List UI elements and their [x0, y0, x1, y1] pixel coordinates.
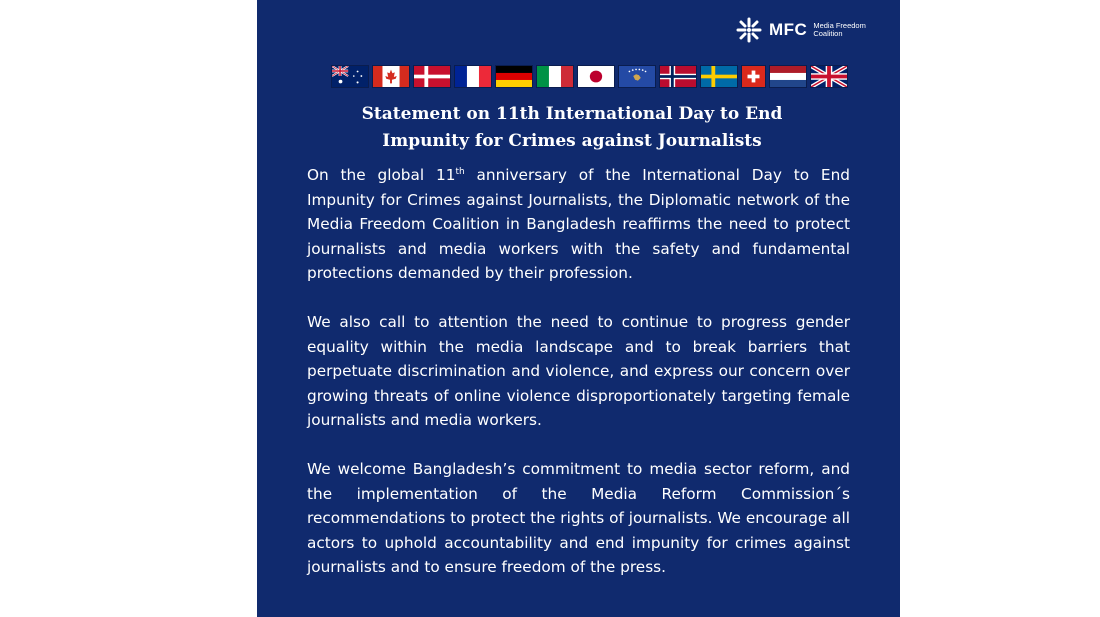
paragraph-1-rest: anniversary of the International Day to End Impunity for Crimes against Journalists, the Diplomatic network of the Media Freedom Coalition in Bangladesh reaffirms the need to protect journalists and media workers with the safety and fundamental protections demanded by their profession.	[307, 166, 850, 282]
flag-kosovo-icon	[618, 65, 656, 88]
flag-denmark-icon	[413, 65, 451, 88]
statement-body	[307, 163, 850, 604]
flag-germany-icon	[495, 65, 533, 88]
mfc-logo	[735, 16, 873, 44]
flag-canada-icon	[372, 65, 410, 88]
statement-title	[317, 101, 827, 155]
flag-row	[331, 65, 851, 88]
paragraph-1-start: On the global 11	[307, 166, 456, 184]
flag-italy-icon	[536, 65, 574, 88]
title-line-1: Statement on 11th International Day to End	[361, 104, 783, 124]
logo-name-line1: Media Freedom	[813, 21, 866, 30]
flag-australia-icon	[331, 65, 369, 88]
logo-abbr: MFC	[769, 20, 808, 39]
logo-name	[813, 22, 873, 38]
flag-norway-icon	[659, 65, 697, 88]
flag-sweden-icon	[700, 65, 738, 88]
paragraph-2: We also call to attention the need to continue to progress gender equality within the media landscape and to break barriers that perpetuate discrimination and violence, and express our concern over growing threats of online violence disproportionately targeting female journalists and media workers.	[307, 313, 850, 429]
flag-france-icon	[454, 65, 492, 88]
mfc-logo-icon	[735, 16, 763, 44]
flag-japan-icon	[577, 65, 615, 88]
flag-netherlands-icon	[769, 65, 807, 88]
logo-name-line2: Coalition	[813, 29, 843, 38]
paragraph-3: We welcome Bangladesh’s commitment to media sector reform, and the implementation of the Media Reform Commission´s recommendations to protect the rights of journalists. We encourage all actors to uphold accountability and end impunity for crimes against journalists and to ensure freedom of the press.	[307, 460, 850, 576]
flag-united-kingdom-icon	[810, 65, 848, 88]
paragraph-1	[307, 163, 850, 286]
ordinal-suffix: th	[455, 166, 465, 177]
statement-panel	[257, 0, 900, 617]
flag-switzerland-icon	[741, 65, 766, 88]
title-line-2: Impunity for Crimes against Journalists	[382, 131, 762, 151]
